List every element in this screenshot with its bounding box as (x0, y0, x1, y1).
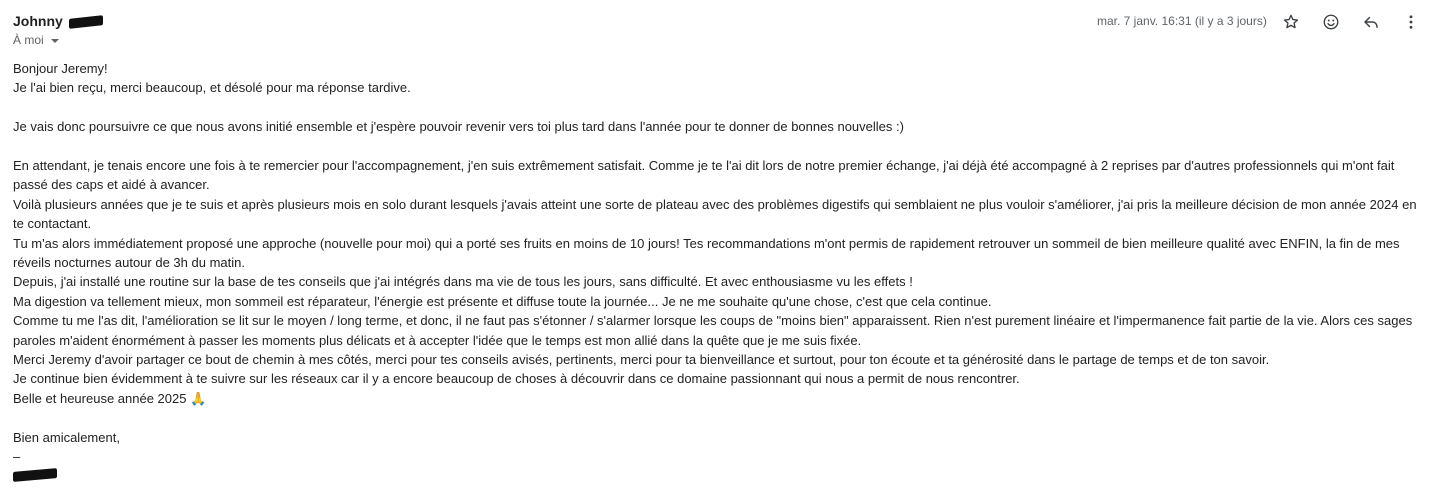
body-line: Je continue bien évidemment à te suivre sur les réseaux car il y a encore beaucoup de choses à découvrir dans ce domaine passionnant qui nous a permit de nous rencontrer. (13, 371, 1020, 387)
sender-line (13, 11, 103, 31)
body-line: Bonjour Jeremy! (13, 61, 108, 76)
message-actions (1277, 10, 1425, 34)
closing-line: Bien amicalement, (13, 429, 120, 445)
more-vert-icon (1402, 13, 1420, 31)
sender-name[interactable]: Johnny (13, 13, 63, 29)
recipient-label: À moi (13, 33, 44, 47)
email-header (13, 11, 103, 47)
redacted-surname (69, 15, 103, 29)
message-date: mar. 7 janv. 16:31 (il y a 3 jours) (1097, 14, 1267, 28)
body-blank-line (13, 98, 1425, 117)
body-line: Belle et heureuse année 2025 🙏 (13, 390, 207, 406)
reply-button[interactable] (1357, 10, 1385, 34)
body-line: Tu m'as alors immédiatement proposé une approche (nouvelle pour moi) qui a porté ses fruits en moins de 10 jours! Tes recommandations m'ont permis de rapidement retrouver un sommeil de bien meilleure qualité avec ENFIN, la fin de mes réveils nocturnes autour de 3h du matin. (13, 235, 1404, 271)
signature-separator: – (13, 449, 21, 465)
body-blank-line (13, 137, 1425, 156)
add-reaction-button[interactable] (1317, 10, 1345, 34)
emoji-icon (1322, 13, 1340, 31)
body-line: Voilà plusieurs années que je te suis et après plusieurs mois en solo durant lesquels j'avais atteint une sorte de plateau avec des problèmes digestifs qui semblaient ne plus vouloir s'améliorer, j'ai pris la meilleure décision de mon année 2024 en te contactant. (13, 196, 1421, 232)
body-line: Merci Jeremy d'avoir partager ce bout de chemin à mes côtés, merci pour tes conseils avisés, pertinents, merci pour ta bienveillance et surtout, pour ton écoute et ta générosité dans le partage de temps et de ton savoir. (13, 352, 1270, 368)
body-line: Je l'ai bien reçu, merci beaucoup, et désolé pour ma réponse tardive. (13, 80, 411, 96)
redacted-signature (13, 469, 57, 483)
body-line: Je vais donc poursuivre ce que nous avons initié ensemble et j'espère pouvoir revenir vers toi plus tard dans l'année pour te donner de bonnes nouvelles :) (13, 119, 904, 135)
more-options-button[interactable] (1397, 10, 1425, 34)
recipient-details-toggle[interactable] (13, 33, 103, 47)
body-line: Ma digestion va tellement mieux, mon sommeil est réparateur, l'énergie est présente et diffuse toute la journée... Je ne me souhaite qu'une chose, c'est que cela continue. (13, 293, 992, 309)
body-line: Comme tu me l'as dit, l'amélioration se lit sur le moyen / long terme, et donc, il ne faut pas s'étonner / s'alarmer lorsque les coups de "moins bien" apparaissent. Rien n'est purement linéaire et l'impermanence fait partie de la vie. Alors ces sages paroles m'aident énormément à passer les moments plus délicats et à accepter l'idée que le temps est mon allié dans la quête que je me suis fixée. (13, 313, 1416, 348)
body-line: En attendant, je tenais encore une fois à te remercier pour l'accompagnement, j'en suis extrêmement satisfait. Comme je te l'ai dit lors de notre premier échange, j'ai déjà été accompagné à 2 reprises par d'autres professionnels qui m'ont fait passé des caps et aidé à avancer. (13, 158, 1398, 193)
caret-down-icon (51, 39, 59, 43)
message-body (13, 59, 1425, 480)
star-button[interactable] (1277, 10, 1305, 34)
star-icon (1282, 13, 1300, 31)
reply-icon (1362, 13, 1380, 31)
body-line: Depuis, j'ai installé une routine sur la base de tes conseils que j'ai intégrés dans ma vie de tous les jours, sans difficulté. Et avec enthousiasme vu les effets ! (13, 274, 913, 290)
body-blank-line (13, 408, 1425, 427)
